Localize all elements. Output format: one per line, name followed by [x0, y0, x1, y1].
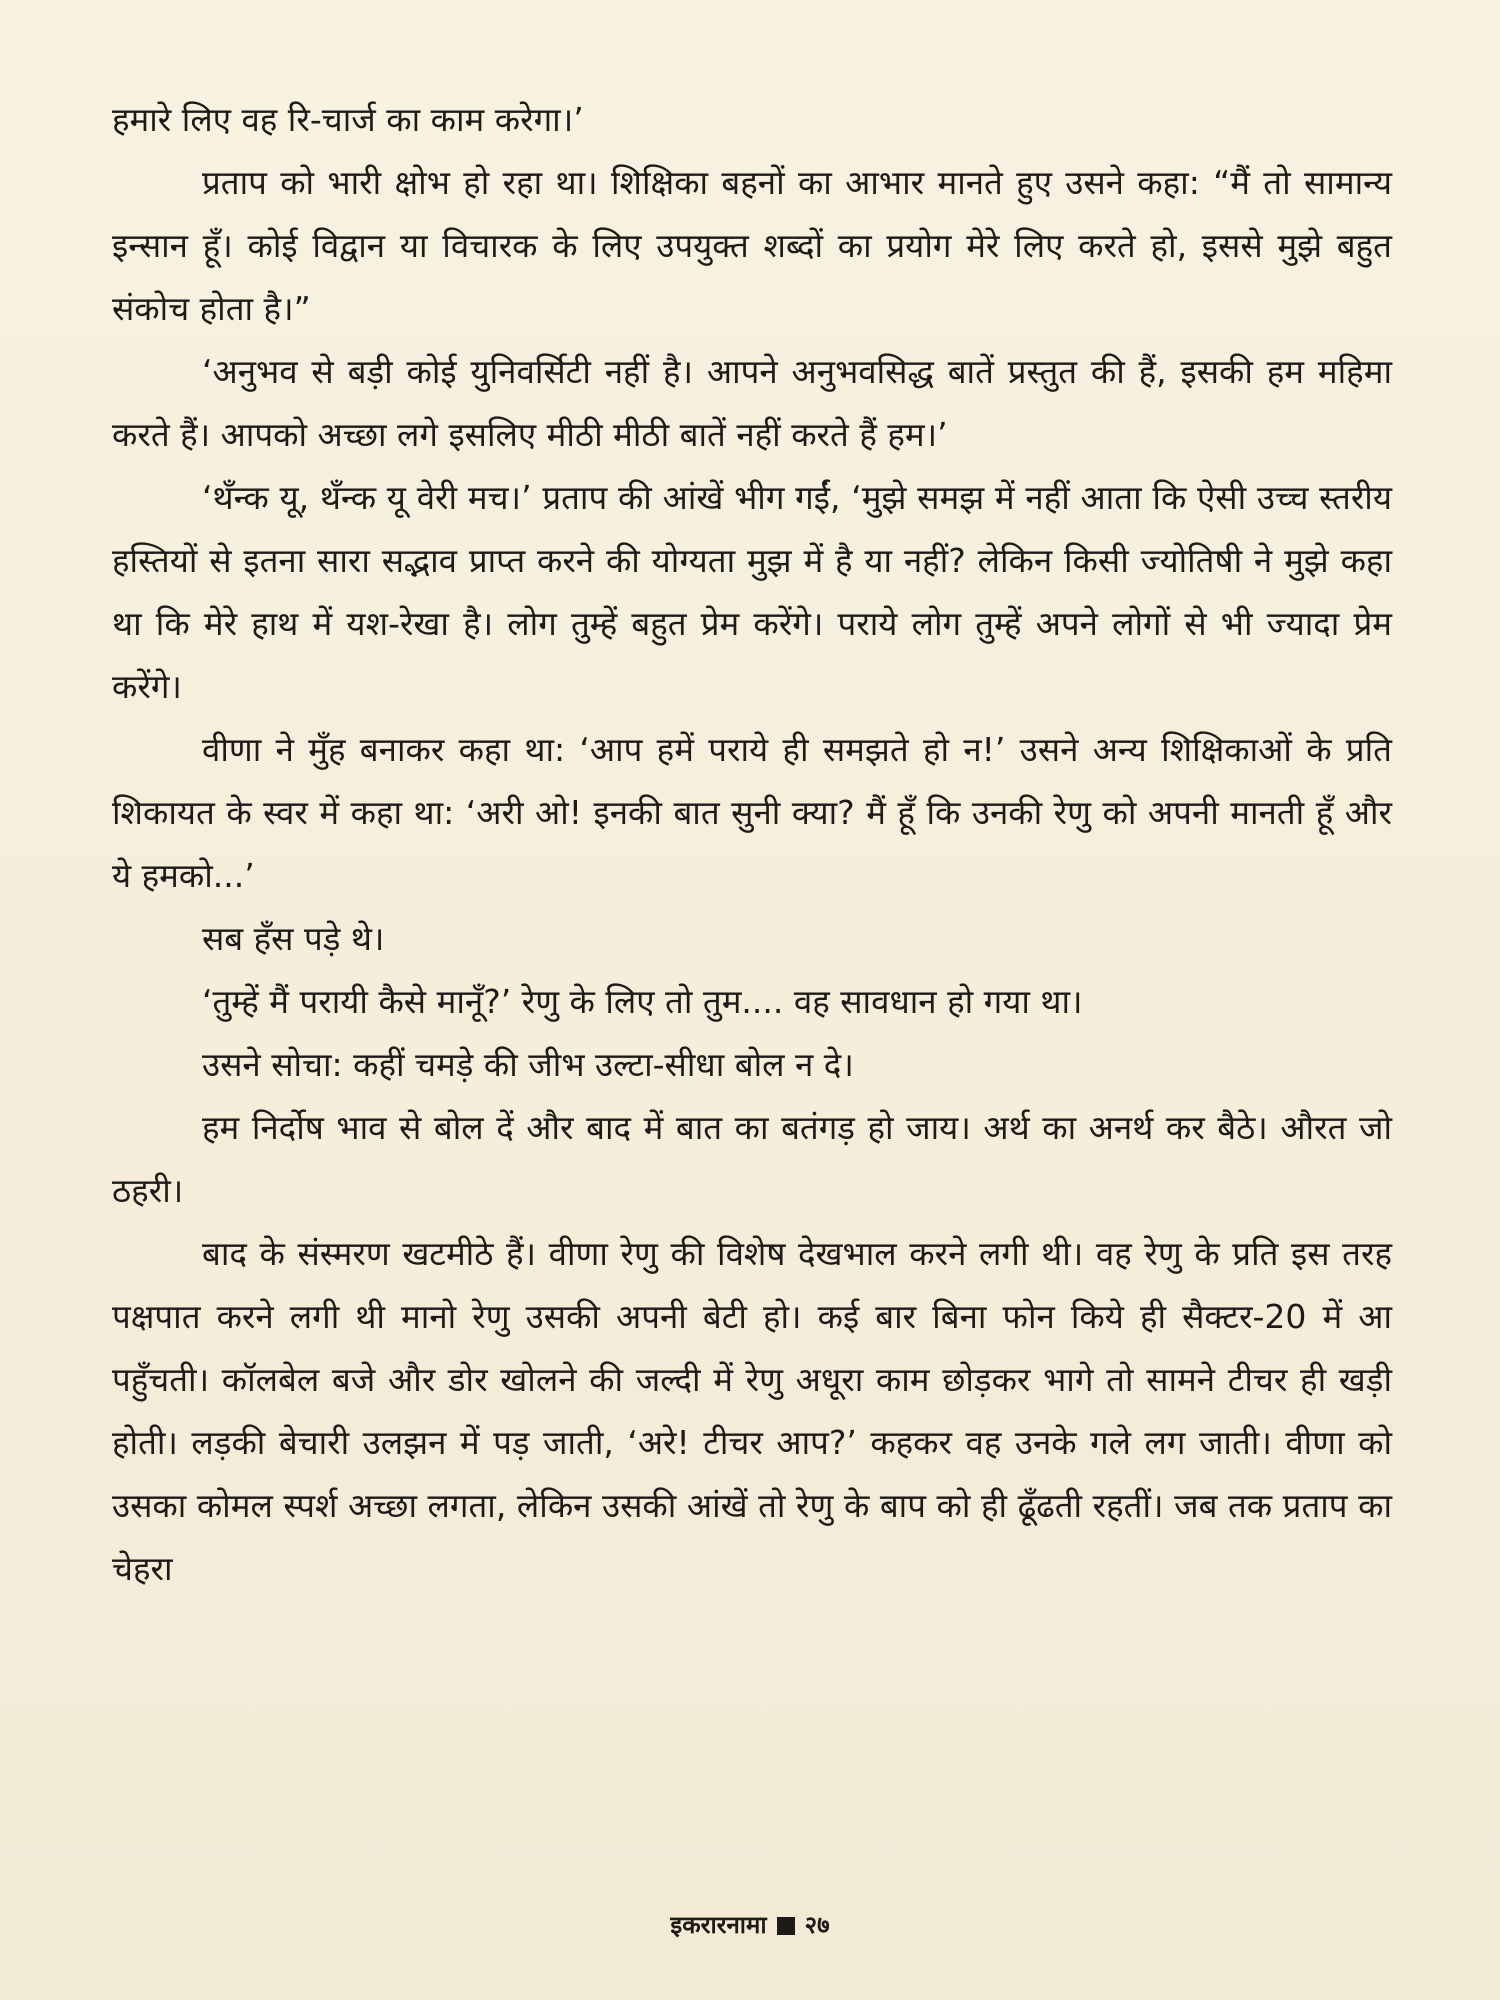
page-number: २७	[804, 1911, 830, 1939]
page-footer	[0, 1908, 1500, 1941]
paragraph-1: हमारे लिए वह रि-चार्ज का काम करेगा।’	[112, 100, 584, 139]
paragraph-3: ‘अनुभव से बड़ी कोई युनिवर्सिटी नहीं है। आपने अनुभवसिद्ध बातें प्रस्तुत की हैं, इसकी हम महिमा करते हैं। आपको अच्छा लगे इसलिए मीठी मीठी बातें नहीं करते हैं हम।’	[112, 352, 1392, 454]
paragraph-5: वीणा ने मुँह बनाकर कहा था: ‘आप हमें पराये ही समझते हो न!’ उसने अन्य शिक्षिकाओं के प्रति शिकायत के स्वर में कहा था: ‘अरी ओ! इनकी बात सुनी क्या? मैं हूँ कि उनकी रेणु को अपनी मानती हूँ और ये हमको...’	[112, 730, 1392, 895]
paragraph-8: उसने सोचा: कहीं चमड़े की जीभ उल्टा-सीधा बोल न दे।	[202, 1045, 854, 1084]
body-text	[112, 88, 1392, 1600]
paragraph-4: ‘थँन्क यू, थँन्क यू वेरी मच।’ प्रताप की आंखें भीग गईं, ‘मुझे समझ में नहीं आता कि ऐसी उच्च स्तरीय हस्तियों से इतना सारा सद्भाव प्राप्त करने की योग्यता मुझ में है या नहीं? लेकिन किसी ज्योतिषी ने मुझे कहा था कि मेरे हाथ में यश-रेखा है। लोग तुम्हें बहुत प्रेम करेंगे। पराये लोग तुम्हें अपने लोगों से भी ज्यादा प्रेम करेंगे।	[112, 478, 1392, 706]
book-title: इकरारनामा	[670, 1911, 767, 1939]
paragraph-9: हम निर्दोष भाव से बोल दें और बाद में बात का बतंगड़ हो जाय। अर्थ का अनर्थ कर बैठे। औरत जो ठहरी।	[112, 1108, 1392, 1210]
paragraph-7: ‘तुम्हें मैं परायी कैसे मानूँ?’ रेणु के लिए तो तुम.... वह सावधान हो गया था।	[202, 982, 1083, 1021]
paragraph-2: प्रताप को भारी क्षोभ हो रहा था। शिक्षिका बहनों का आभार मानते हुए उसने कहा: “मैं तो सामान्य इन्सान हूँ। कोई विद्वान या विचारक के लिए उपयुक्त शब्दों का प्रयोग मेरे लिए करते हो, इससे मुझे बहुत संकोच होता है।”	[112, 163, 1392, 328]
paragraph-10: बाद के संस्मरण खटमीठे हैं। वीणा रेणु की विशेष देखभाल करने लगी थी। वह रेणु के प्रति इस तरह पक्षपात करने लगी थी मानो रेणु उसकी अपनी बेटी हो। कई बार बिना फोन किये ही सैक्टर-20 में आ पहुँचती। कॉलबेल बजे और डोर खोलने की जल्दी में रेणु अधूरा काम छोड़कर भागे तो सामने टीचर ही खड़ी होती। लड़की बेचारी उलझन में पड़ जाती, ‘अरे! टीचर आप?’ कहकर वह उनके गले लग जाती। वीणा को उसका कोमल स्पर्श अच्छा लगता, लेकिन उसकी आंखें तो रेणु के बाप को ही ढूँढती रहतीं। जब तक प्रताप का चेहरा	[112, 1234, 1392, 1588]
paragraph-6: सब हँस पड़े थे।	[202, 919, 385, 958]
square-bullet-icon	[777, 1917, 795, 1935]
